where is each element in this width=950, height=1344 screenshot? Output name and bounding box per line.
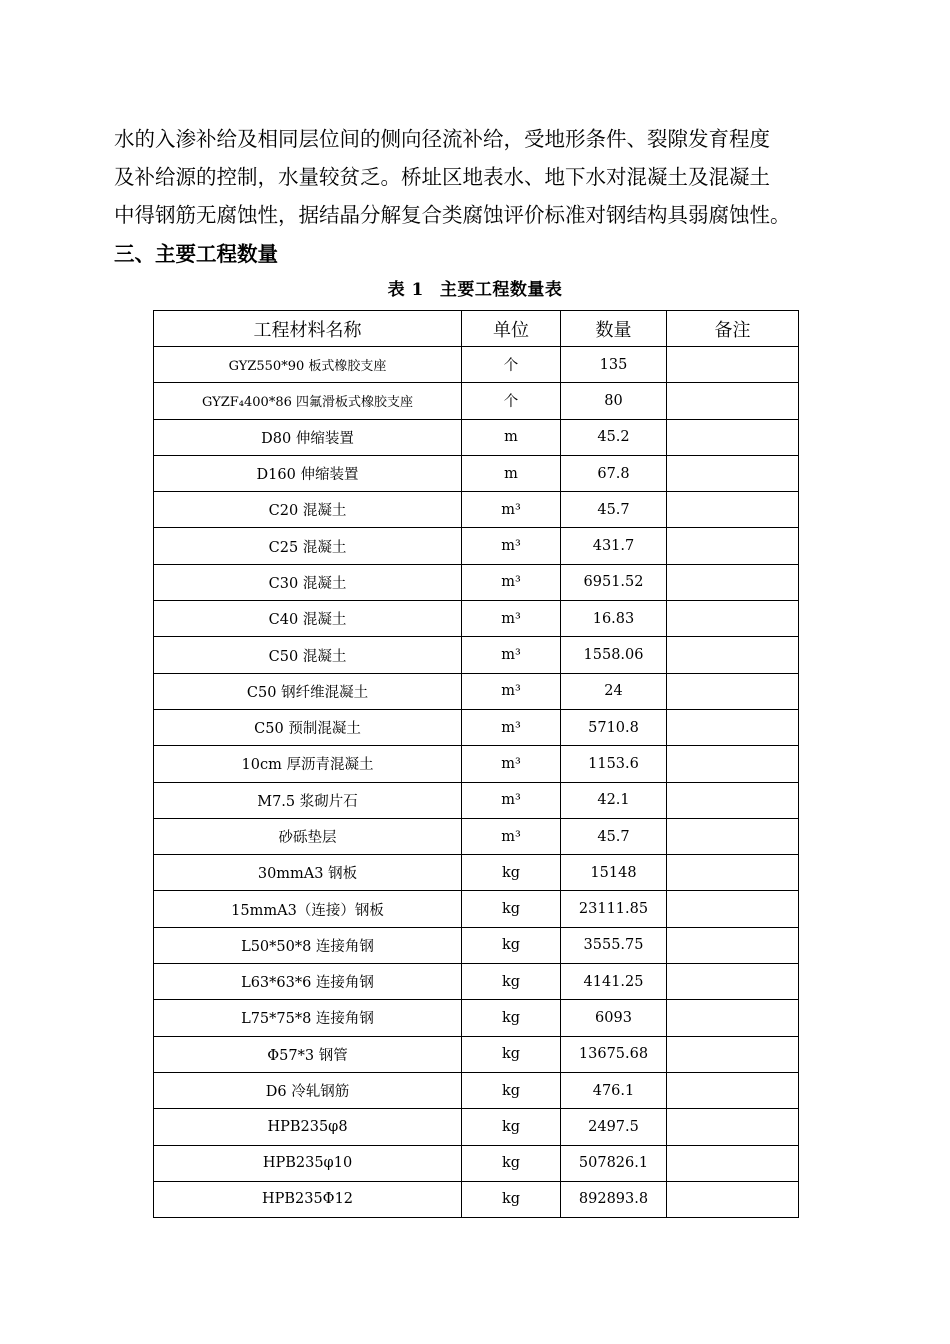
material-name-cell: C40 混凝土 <box>154 601 462 637</box>
table-header-row <box>154 311 799 347</box>
table-row <box>154 891 799 927</box>
table-row <box>154 1145 799 1181</box>
material-name-cell: HPB235φ8 <box>154 1109 462 1145</box>
quantity-cell: 42.1 <box>561 782 667 818</box>
table-caption-title: 主要工程数量表 <box>439 280 563 300</box>
quantity-cell: 16.83 <box>561 601 667 637</box>
remarks-cell <box>667 637 799 673</box>
unit-cell: m³ <box>462 709 561 745</box>
material-name-cell: C25 混凝土 <box>154 528 462 564</box>
quantity-cell: 13675.68 <box>561 1036 667 1072</box>
remarks-cell <box>667 528 799 564</box>
material-name-cell: 15mmA3（连接）钢板 <box>154 891 462 927</box>
quantity-cell: 5710.8 <box>561 709 667 745</box>
quantity-cell: 6951.52 <box>561 564 667 600</box>
table-row <box>154 855 799 891</box>
remarks-cell <box>667 564 799 600</box>
material-name-cell: 10cm 厚沥青混凝土 <box>154 746 462 782</box>
unit-cell: kg <box>462 855 561 891</box>
remarks-cell <box>667 1181 799 1217</box>
material-name-cell: D6 冷轧钢筋 <box>154 1072 462 1108</box>
unit-cell: kg <box>462 1072 561 1108</box>
unit-cell: kg <box>462 964 561 1000</box>
header-material-name: 工程材料名称 <box>154 311 462 347</box>
table-row <box>154 1036 799 1072</box>
remarks-cell <box>667 347 799 383</box>
quantity-cell: 476.1 <box>561 1072 667 1108</box>
quantity-cell: 23111.85 <box>561 891 667 927</box>
remarks-cell <box>667 927 799 963</box>
remarks-cell <box>667 855 799 891</box>
remarks-cell <box>667 492 799 528</box>
material-name-cell: GYZ550*90 板式橡胶支座 <box>154 347 462 383</box>
table-row <box>154 1000 799 1036</box>
table-row <box>154 637 799 673</box>
table-row <box>154 455 799 491</box>
quantity-cell: 1558.06 <box>561 637 667 673</box>
unit-cell: m³ <box>462 637 561 673</box>
remarks-cell <box>667 1109 799 1145</box>
material-name-cell: HPB235φ10 <box>154 1145 462 1181</box>
quantity-cell: 45.7 <box>561 818 667 854</box>
quantity-cell: 3555.75 <box>561 927 667 963</box>
remarks-cell <box>667 1145 799 1181</box>
table-row <box>154 419 799 455</box>
unit-cell: m³ <box>462 564 561 600</box>
unit-cell: m <box>462 455 561 491</box>
unit-cell: m³ <box>462 818 561 854</box>
unit-cell: m³ <box>462 673 561 709</box>
quantity-cell: 135 <box>561 347 667 383</box>
quantity-cell: 45.7 <box>561 492 667 528</box>
table-row <box>154 964 799 1000</box>
remarks-cell <box>667 746 799 782</box>
quantity-cell: 67.8 <box>561 455 667 491</box>
quantity-cell: 24 <box>561 673 667 709</box>
quantity-cell: 80 <box>561 383 667 419</box>
header-quantity: 数量 <box>561 311 667 347</box>
unit-cell: 个 <box>462 347 561 383</box>
remarks-cell <box>667 601 799 637</box>
table-row <box>154 347 799 383</box>
material-name-cell: L50*50*8 连接角钢 <box>154 927 462 963</box>
table-row <box>154 818 799 854</box>
table-row <box>154 782 799 818</box>
unit-cell: 个 <box>462 383 561 419</box>
remarks-cell <box>667 455 799 491</box>
section-heading: 三、主要工程数量 <box>114 242 278 266</box>
quantity-cell: 15148 <box>561 855 667 891</box>
material-name-cell: L75*75*8 连接角钢 <box>154 1000 462 1036</box>
table-caption <box>153 276 797 304</box>
material-name-cell: GYZF₄400*86 四氟滑板式橡胶支座 <box>154 383 462 419</box>
table-row <box>154 709 799 745</box>
material-name-cell: D160 伸缩装置 <box>154 455 462 491</box>
table-row <box>154 1181 799 1217</box>
table-row <box>154 1109 799 1145</box>
quantity-cell: 892893.8 <box>561 1181 667 1217</box>
material-name-cell: M7.5 浆砌片石 <box>154 782 462 818</box>
table-row <box>154 673 799 709</box>
body-paragraph <box>114 120 854 234</box>
material-name-cell: C50 混凝土 <box>154 637 462 673</box>
paragraph-line: 及补给源的控制，水量较贫乏。桥址区地表水、地下水对混凝土及混凝土 <box>114 165 770 189</box>
unit-cell: kg <box>462 1145 561 1181</box>
header-unit: 单位 <box>462 311 561 347</box>
remarks-cell <box>667 782 799 818</box>
remarks-cell <box>667 383 799 419</box>
material-name-cell: HPB235Φ12 <box>154 1181 462 1217</box>
table-row <box>154 601 799 637</box>
material-name-cell: C30 混凝土 <box>154 564 462 600</box>
remarks-cell <box>667 1000 799 1036</box>
unit-cell: kg <box>462 1109 561 1145</box>
unit-cell: kg <box>462 1181 561 1217</box>
table-row <box>154 746 799 782</box>
unit-cell: m³ <box>462 492 561 528</box>
remarks-cell <box>667 1072 799 1108</box>
table-row <box>154 564 799 600</box>
table-row <box>154 383 799 419</box>
table-body <box>154 347 799 1218</box>
remarks-cell <box>667 891 799 927</box>
unit-cell: m³ <box>462 601 561 637</box>
remarks-cell <box>667 419 799 455</box>
quantity-cell: 1153.6 <box>561 746 667 782</box>
remarks-cell <box>667 673 799 709</box>
material-name-cell: C50 预制混凝土 <box>154 709 462 745</box>
paragraph-line: 水的入渗补给及相同层位间的侧向径流补给，受地形条件、裂隙发育程度 <box>114 127 770 151</box>
quantity-cell: 431.7 <box>561 528 667 564</box>
header-remarks: 备注 <box>667 311 799 347</box>
remarks-cell <box>667 1036 799 1072</box>
table-row <box>154 492 799 528</box>
unit-cell: kg <box>462 927 561 963</box>
remarks-cell <box>667 818 799 854</box>
material-name-cell: 30mmA3 钢板 <box>154 855 462 891</box>
unit-cell: m³ <box>462 782 561 818</box>
paragraph-line: 中得钢筋无腐蚀性，据结晶分解复合类腐蚀评价标准对钢结构具弱腐蚀性。 <box>114 203 791 227</box>
unit-cell: kg <box>462 1036 561 1072</box>
quantity-cell: 6093 <box>561 1000 667 1036</box>
quantity-cell: 507826.1 <box>561 1145 667 1181</box>
material-name-cell: C50 钢纤维混凝土 <box>154 673 462 709</box>
remarks-cell <box>667 709 799 745</box>
unit-cell: kg <box>462 891 561 927</box>
quantity-cell: 45.2 <box>561 419 667 455</box>
unit-cell: m³ <box>462 528 561 564</box>
unit-cell: kg <box>462 1000 561 1036</box>
table-row <box>154 528 799 564</box>
table-row <box>154 1072 799 1108</box>
table-caption-number: 表 1 <box>387 280 424 300</box>
quantity-cell: 4141.25 <box>561 964 667 1000</box>
unit-cell: m³ <box>462 746 561 782</box>
table-row <box>154 927 799 963</box>
material-name-cell: Φ57*3 钢管 <box>154 1036 462 1072</box>
material-name-cell: 砂砾垫层 <box>154 818 462 854</box>
unit-cell: m <box>462 419 561 455</box>
quantity-cell: 2497.5 <box>561 1109 667 1145</box>
quantities-table <box>153 310 799 1218</box>
material-name-cell: L63*63*6 连接角钢 <box>154 964 462 1000</box>
material-name-cell: D80 伸缩装置 <box>154 419 462 455</box>
remarks-cell <box>667 964 799 1000</box>
material-name-cell: C20 混凝土 <box>154 492 462 528</box>
